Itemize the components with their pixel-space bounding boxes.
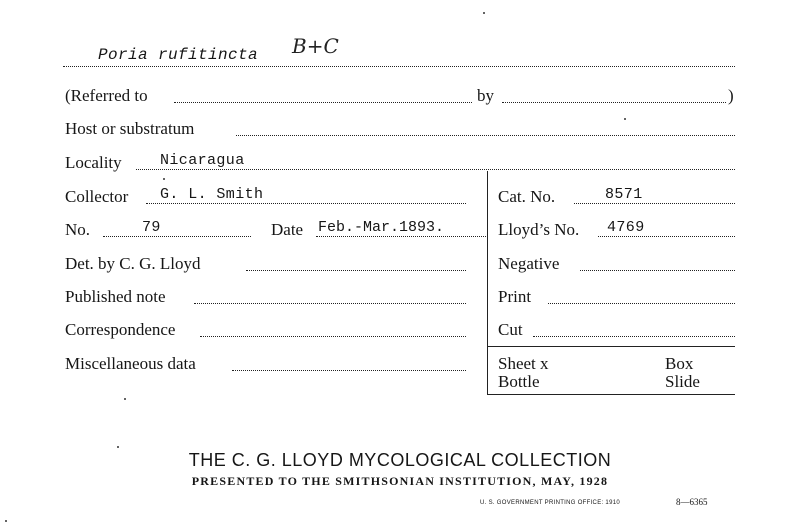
number-line — [103, 236, 251, 237]
form-number: 8—6365 — [676, 497, 708, 507]
scan-speck — [5, 520, 7, 522]
scan-speck — [124, 398, 126, 400]
slide-label: Slide — [665, 372, 700, 391]
handwritten-authority: B+C — [292, 34, 339, 58]
box-label: Box — [665, 354, 694, 373]
collection-title: THE C. G. LLOYD MYCOLOGICAL COLLECTION — [188, 450, 612, 470]
cat-no-line — [574, 203, 735, 204]
box-left-border — [487, 171, 488, 395]
printing-office-note: U. S. GOVERNMENT PRINTING OFFICE: 1910 — [480, 500, 620, 506]
date-label: Date — [271, 220, 304, 239]
collector-label: Collector — [65, 187, 129, 206]
collection-subtitle: PRESENTED TO THE SMITHSONIAN INSTITUTION, MAY, 1928 — [191, 474, 609, 488]
negative-label: Negative — [498, 254, 560, 273]
number-value: 79 — [142, 219, 161, 236]
scan-speck — [624, 118, 626, 120]
number-label: No. — [65, 220, 91, 239]
collector-line — [146, 203, 466, 204]
box-bottom-border — [487, 394, 735, 395]
print-label: Print — [498, 287, 532, 306]
lloyds-no-label: Lloyd’s No. — [498, 220, 580, 239]
collector-value: G. L. Smith — [160, 186, 264, 203]
det-by-label: Det. by C. G. Lloyd — [65, 254, 201, 273]
correspondence-label: Correspondence — [65, 320, 176, 339]
host-line — [236, 135, 735, 136]
scan-speck — [117, 446, 119, 448]
by-line — [502, 102, 726, 103]
by-label: by — [477, 86, 494, 105]
host-label: Host or substratum — [65, 119, 195, 138]
scan-speck — [483, 12, 485, 14]
close-paren: ) — [728, 86, 734, 105]
cat-no-label: Cat. No. — [498, 187, 556, 206]
name-dotted-line — [63, 66, 735, 67]
cut-line — [533, 336, 735, 337]
date-line — [316, 236, 486, 237]
lloyds-no-line — [598, 236, 735, 237]
bottle-label: Bottle — [498, 372, 540, 391]
published-note-line — [194, 303, 466, 304]
referred-to-line — [174, 102, 472, 103]
sheet-label: Sheet x — [498, 354, 549, 373]
published-note-label: Published note — [65, 287, 166, 306]
species-name: Poria rufitincta — [98, 46, 259, 64]
date-value: Feb.-Mar.1893. — [318, 219, 445, 236]
referred-to-label: (Referred to — [65, 86, 148, 105]
negative-line — [580, 270, 735, 271]
scan-speck — [163, 178, 165, 180]
box-divider — [487, 346, 735, 347]
misc-data-label: Miscellaneous data — [65, 354, 196, 373]
lloyds-no-value: 4769 — [607, 219, 645, 236]
correspondence-line — [200, 336, 466, 337]
locality-value: Nicaragua — [160, 152, 245, 169]
locality-label: Locality — [65, 153, 122, 172]
misc-data-line — [232, 370, 466, 371]
cat-no-value: 8571 — [605, 186, 643, 203]
cut-label: Cut — [498, 320, 523, 339]
det-by-line — [246, 270, 466, 271]
print-line — [548, 303, 735, 304]
locality-line — [136, 169, 735, 170]
